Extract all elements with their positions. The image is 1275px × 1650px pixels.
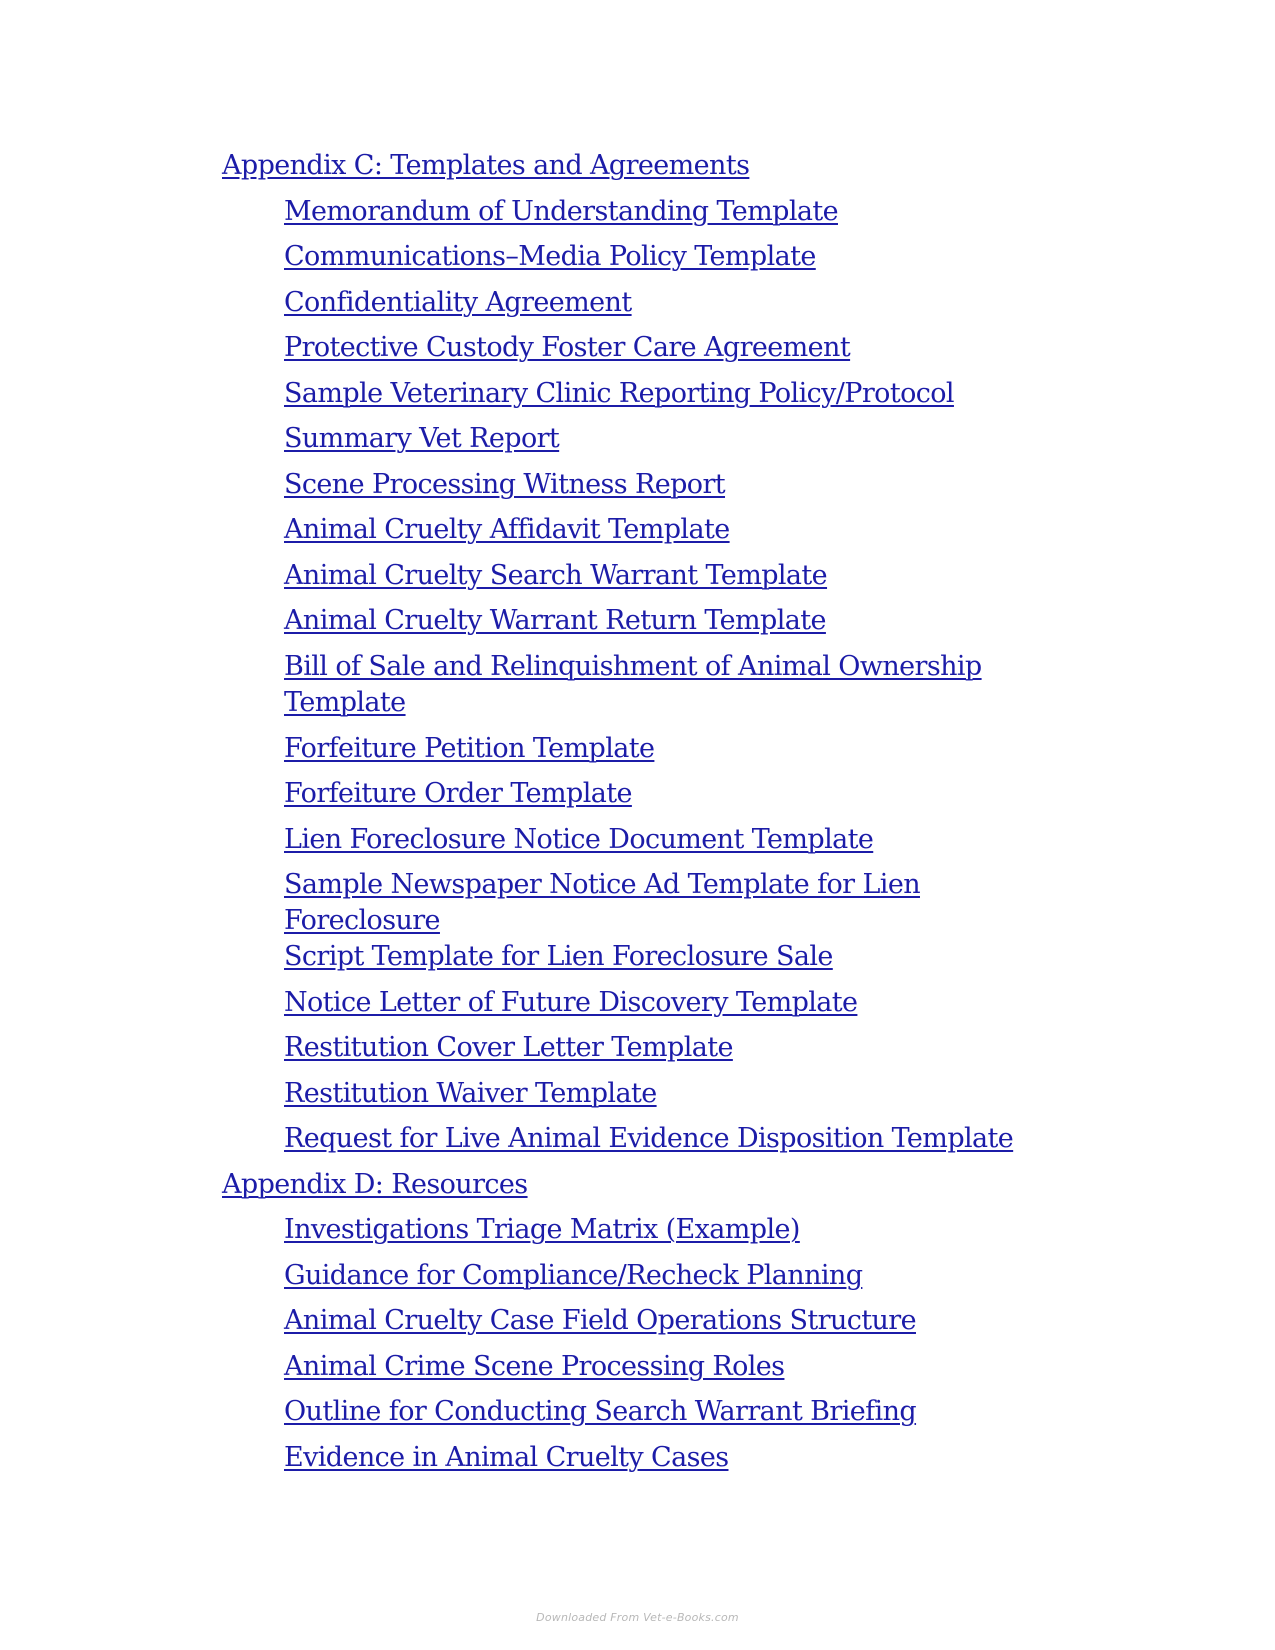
toc-entry <box>284 822 1044 868</box>
toc-link-scene-processing-witness-report[interactable]: Scene Processing Witness Report <box>284 468 726 500</box>
toc-entry <box>284 558 1044 604</box>
toc-link-evidence-in-cruelty-cases[interactable]: Evidence in Animal Cruelty Cases <box>284 1441 729 1473</box>
toc-section-appendix-c <box>222 148 1102 1167</box>
toc-link-search-warrant-briefing-outline[interactable]: Outline for Conducting Search Warrant Briefing <box>284 1396 917 1427</box>
toc-link-forfeiture-order[interactable]: Forfeiture Order Template <box>284 778 632 809</box>
appendix-c-heading <box>222 148 1102 194</box>
appendix-c-entries <box>222 194 1102 1167</box>
appendix-c-link[interactable]: Appendix C: Templates and Agreements <box>222 150 750 181</box>
download-watermark: Downloaded From Vet-e-Books.com <box>536 1611 739 1624</box>
toc-link-newspaper-notice-ad[interactable]: Sample Newspaper Notice Ad Template for Lien Foreclosure <box>284 869 920 936</box>
toc-entry <box>284 603 1044 649</box>
toc-entry <box>284 939 1044 985</box>
toc-entry <box>284 867 1044 939</box>
appendix-d-link[interactable]: Appendix D: Resources <box>222 1168 528 1200</box>
toc-entry <box>284 1440 1044 1486</box>
table-of-contents <box>222 148 1102 1485</box>
toc-entry <box>284 776 1044 822</box>
toc-section-appendix-d <box>222 1167 1102 1486</box>
toc-entry <box>284 1394 1044 1440</box>
toc-entry <box>284 1076 1044 1122</box>
toc-link-confidentiality-agreement[interactable]: Confidentiality Agreement <box>284 286 632 318</box>
toc-entry <box>284 1349 1044 1395</box>
toc-link-forfeiture-petition[interactable]: Forfeiture Petition Template <box>284 732 655 764</box>
appendix-d-heading <box>222 1167 1102 1213</box>
toc-entry <box>284 421 1044 467</box>
toc-link-search-warrant-template[interactable]: Animal Cruelty Search Warrant Template <box>284 559 828 591</box>
toc-entry <box>284 467 1044 513</box>
toc-link-restitution-waiver[interactable]: Restitution Waiver Template <box>284 1077 657 1109</box>
toc-entry <box>284 1258 1044 1304</box>
toc-link-restitution-cover-letter[interactable]: Restitution Cover Letter Template <box>284 1032 733 1063</box>
toc-entry <box>284 512 1044 558</box>
toc-entry <box>284 1303 1044 1349</box>
toc-entry <box>284 1121 1044 1167</box>
toc-entry <box>284 330 1044 376</box>
toc-link-compliance-recheck-planning[interactable]: Guidance for Compliance/Recheck Planning <box>284 1259 863 1291</box>
toc-entry <box>284 1212 1044 1258</box>
toc-link-investigations-triage-matrix[interactable]: Investigations Triage Matrix (Example) <box>284 1214 800 1245</box>
toc-entry <box>284 239 1044 285</box>
toc-entry <box>284 1030 1044 1076</box>
toc-link-vet-clinic-reporting-policy[interactable]: Sample Veterinary Clinic Reporting Policy/Protocol <box>284 377 954 409</box>
toc-entry <box>284 985 1044 1031</box>
toc-link-protective-custody-foster-care[interactable]: Protective Custody Foster Care Agreement <box>284 332 851 363</box>
toc-link-lien-foreclosure-notice[interactable]: Lien Foreclosure Notice Document Template <box>284 823 874 855</box>
toc-link-field-operations-structure[interactable]: Animal Cruelty Case Field Operations Structure <box>284 1305 916 1336</box>
toc-link-summary-vet-report[interactable]: Summary Vet Report <box>284 423 560 454</box>
toc-entry <box>284 376 1044 422</box>
toc-link-bill-of-sale-relinquishment[interactable]: Bill of Sale and Relinquishment of Animal Ownership Template <box>284 650 982 718</box>
appendix-d-entries <box>222 1212 1102 1485</box>
toc-link-affidavit-template[interactable]: Animal Cruelty Affidavit Template <box>284 514 730 545</box>
toc-link-future-discovery-letter[interactable]: Notice Letter of Future Discovery Template <box>284 986 858 1018</box>
toc-entry <box>284 285 1044 331</box>
toc-link-warrant-return-template[interactable]: Animal Cruelty Warrant Return Template <box>284 605 826 636</box>
toc-link-crime-scene-processing-roles[interactable]: Animal Crime Scene Processing Roles <box>284 1350 785 1382</box>
toc-entry <box>284 649 1044 731</box>
toc-entry <box>284 194 1044 240</box>
toc-entry <box>284 731 1044 777</box>
toc-link-lien-foreclosure-sale-script[interactable]: Script Template for Lien Foreclosure Sale <box>284 941 833 972</box>
toc-link-live-animal-evidence-disposition[interactable]: Request for Live Animal Evidence Disposition Template <box>284 1123 1014 1154</box>
toc-link-memorandum-of-understanding[interactable]: Memorandum of Understanding Template <box>284 195 838 227</box>
toc-link-communications-media-policy[interactable]: Communications–Media Policy Template <box>284 241 816 272</box>
